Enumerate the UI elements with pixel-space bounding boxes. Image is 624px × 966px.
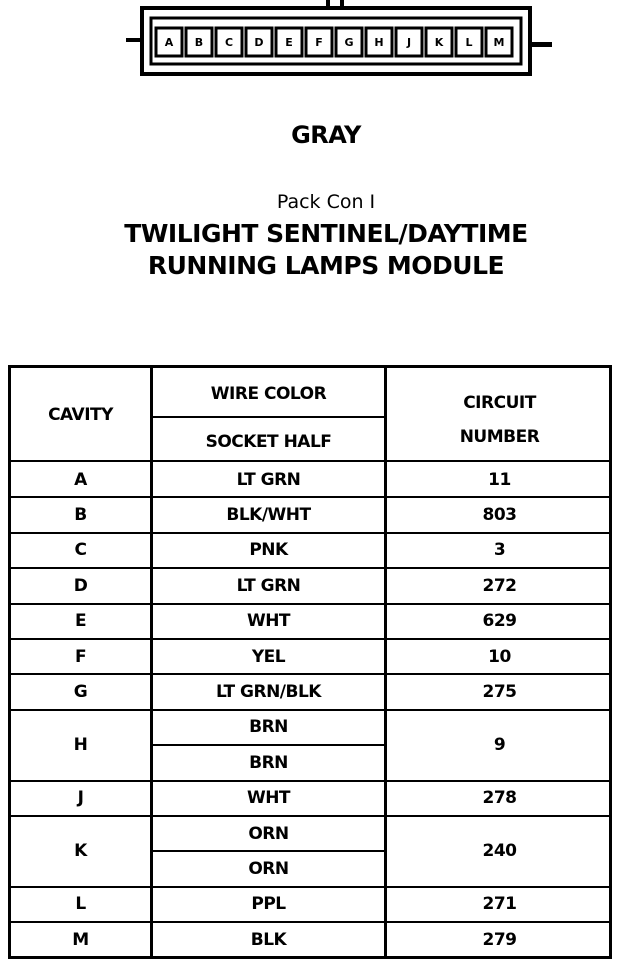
header-cavity: CAVITY [48, 405, 113, 425]
column-divider [150, 710, 153, 781]
column-divider [384, 462, 387, 497]
wire-color-cell: PPL [251, 894, 286, 915]
connector-pin-label: E [285, 36, 293, 49]
circuit-number-cell: 278 [482, 788, 517, 809]
wire-color-cell: BLK/WHT [226, 505, 311, 526]
column-divider [150, 604, 153, 639]
column-divider [384, 639, 387, 674]
circuit-number-cell: 10 [488, 646, 511, 667]
column-divider [384, 604, 387, 639]
cavity-cell: C [74, 540, 87, 561]
column-divider [150, 922, 153, 957]
wire-color-cell: BLK [250, 929, 287, 950]
connector-diagram [0, 0, 624, 80]
column-divider [384, 922, 387, 957]
cavity-cell: A [74, 469, 87, 490]
column-divider [384, 710, 387, 781]
wire-color-cell: ORN [248, 823, 289, 844]
column-divider [150, 568, 153, 603]
cavity-cell: G [73, 682, 88, 703]
pinout-table [8, 365, 612, 959]
column-divider [150, 816, 153, 887]
connector-pin-label: L [465, 36, 473, 49]
connector-subtitle: Pack Con I [276, 191, 376, 213]
column-divider [384, 887, 387, 922]
connector-left-tab [126, 38, 142, 42]
wire-color-cell: WHT [246, 611, 291, 632]
wire-color-cell: BRN [249, 717, 288, 738]
cavity-cell: E [74, 611, 87, 632]
circuit-number-cell: 279 [482, 929, 517, 950]
column-divider [150, 497, 153, 532]
wire-color-cell: ORN [248, 859, 289, 880]
header-divider [153, 416, 384, 418]
connector-pin-label: G [344, 36, 354, 49]
connector-color-label: GRAY [291, 121, 361, 149]
wire-color-cell: LT GRN [236, 575, 301, 596]
cavity-cell: H [73, 735, 88, 756]
column-divider [150, 781, 153, 816]
wire-color-cell: LT GRN [236, 469, 301, 490]
wire-color-cell: WHT [246, 788, 291, 809]
connector-pin-label: M [493, 36, 505, 49]
circuit-number-cell: 629 [482, 611, 517, 632]
column-divider [150, 462, 153, 497]
connector-pin-label: K [434, 36, 444, 49]
circuit-number-cell: 3 [493, 540, 506, 561]
wire-color-cell: YEL [251, 646, 286, 667]
wire-color-cell: BRN [249, 752, 288, 773]
cavity-cell: M [72, 929, 89, 950]
connector-pin-label: J [406, 36, 412, 49]
cavity-cell: K [74, 841, 87, 862]
cavity-cell: J [77, 788, 84, 809]
column-divider [384, 368, 387, 462]
cavity-cell: B [74, 505, 87, 526]
column-divider [150, 533, 153, 568]
header-socket-half: SOCKET HALF [205, 432, 332, 452]
column-divider [384, 816, 387, 887]
header-wire-color: WIRE COLOR [210, 384, 327, 404]
cavity-cell: L [75, 894, 86, 915]
column-divider [384, 781, 387, 816]
circuit-number-cell: 11 [488, 469, 511, 490]
connector-pin-label: H [374, 36, 384, 49]
cavity-cell: D [73, 575, 88, 596]
header-circuit: CIRCUIT [463, 393, 536, 413]
column-divider [384, 568, 387, 603]
column-divider [384, 497, 387, 532]
column-divider [150, 887, 153, 922]
module-title-line-2: RUNNING LAMPS MODULE [147, 251, 505, 280]
connector-pin-label: C [224, 36, 234, 49]
circuit-number-cell: 271 [482, 894, 517, 915]
cavity-cell: F [74, 646, 87, 667]
connector-pin-label: B [194, 36, 204, 49]
connector-pin-label: A [164, 36, 174, 49]
circuit-number-cell: 275 [482, 682, 517, 703]
connector-right-tab [530, 42, 552, 47]
column-divider [384, 674, 387, 709]
circuit-number-cell: 9 [493, 735, 506, 756]
column-divider [150, 674, 153, 709]
header-number: NUMBER [459, 427, 540, 447]
circuit-number-cell: 803 [482, 505, 517, 526]
wire-color-cell: LT GRN/BLK [216, 682, 321, 703]
column-divider [150, 368, 153, 462]
connector-pin-label: D [254, 36, 264, 49]
circuit-number-cell: 240 [482, 841, 517, 862]
connector-pin-label: F [315, 36, 323, 49]
module-title-line-1: TWILIGHT SENTINEL/DAYTIME [124, 219, 528, 248]
column-divider [384, 533, 387, 568]
wire-color-cell: PNK [249, 540, 288, 561]
column-divider [150, 639, 153, 674]
circuit-number-cell: 272 [482, 575, 517, 596]
